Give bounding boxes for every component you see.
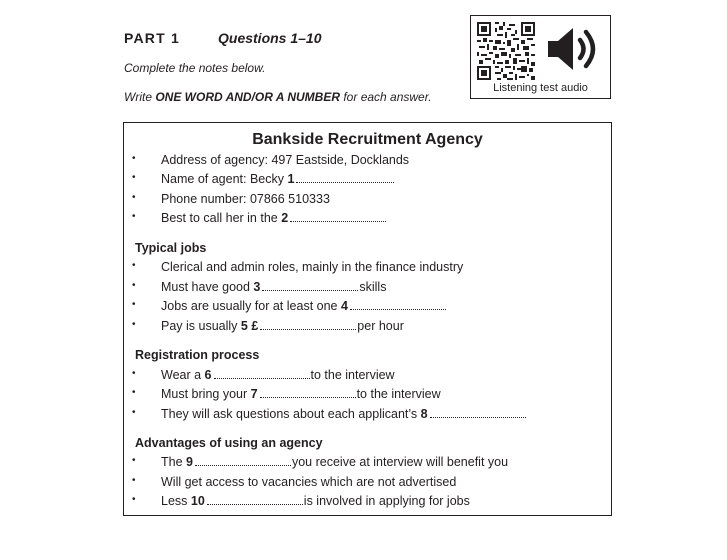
bullet: • — [132, 494, 136, 505]
bullet: • — [132, 387, 136, 398]
audio-caption: Listening test audio — [493, 82, 588, 94]
instruction-bold: ONE WORD AND/OR A NUMBER — [155, 90, 341, 104]
item-text-after: to the interview — [310, 368, 395, 382]
notes-box — [123, 122, 612, 516]
item-text: Address of agency: 497 Eastside, Docklands — [161, 153, 410, 167]
item-text: Pay is usually — [161, 319, 241, 333]
answer-blank-9[interactable] — [195, 456, 291, 466]
question-number: 9 — [186, 455, 193, 469]
bullet: • — [132, 280, 136, 291]
question-number: 1 — [287, 172, 295, 186]
instruction-prefix: Write — [124, 90, 156, 104]
question-number: 6 — [204, 368, 212, 382]
bullet: • — [132, 153, 136, 164]
section-title-registration: Registration process — [135, 348, 260, 362]
bullet: • — [132, 475, 136, 486]
question-number: 2 — [281, 211, 289, 225]
item-text: They will ask questions about each applicant’s — [161, 407, 421, 421]
item-text: Clerical and admin roles, mainly in the finance industry — [161, 260, 464, 274]
answer-blank-2[interactable] — [290, 212, 386, 222]
item-text: Jobs are usually for at least one — [161, 299, 341, 313]
bullet: • — [132, 319, 136, 330]
instruction-suffix: for each answer. — [340, 90, 432, 104]
section-title-typical-jobs: Typical jobs — [135, 241, 207, 255]
question-number: 7 — [250, 387, 258, 401]
bullet: • — [132, 260, 136, 271]
answer-blank-10[interactable] — [207, 495, 303, 505]
answer-blank-3[interactable] — [262, 281, 358, 291]
item-text: Must bring your — [161, 387, 251, 401]
question-number: 8 — [420, 407, 428, 421]
item-text: The — [161, 455, 187, 469]
bullet: • — [132, 192, 136, 203]
question-number: 5 £ — [240, 319, 259, 333]
instruction-word-limit — [124, 90, 432, 104]
answer-blank-6[interactable] — [214, 369, 310, 379]
instruction-complete-notes: Complete the notes below. — [124, 61, 266, 75]
question-number: 10 — [190, 494, 205, 508]
item-text-after: is involved in applying for jobs — [303, 494, 470, 508]
audio-box[interactable] — [470, 15, 611, 99]
section-title-advantages: Advantages of using an agency — [135, 436, 323, 450]
question-number: 4 — [340, 299, 348, 313]
bullet: • — [132, 211, 136, 222]
item-text: Less — [161, 494, 191, 508]
bullet: • — [132, 407, 136, 418]
speaker-icon[interactable] — [545, 24, 601, 74]
notes-title: Bankside Recruitment Agency — [252, 131, 483, 148]
item-text: Phone number: 07866 510333 — [161, 192, 330, 206]
item-text-after: skills — [359, 280, 387, 294]
item-text: Best to call her in the — [161, 211, 282, 225]
item-text: Wear a — [161, 368, 205, 382]
answer-blank-7[interactable] — [260, 388, 356, 398]
item-text: Must have good — [161, 280, 254, 294]
item-text-after: per hour — [357, 319, 404, 333]
answer-blank-5[interactable] — [260, 320, 356, 330]
part-heading: PART 1 — [124, 30, 180, 46]
item-text-after: you receive at interview will benefit you — [291, 455, 509, 469]
bullet: • — [132, 299, 136, 310]
answer-blank-8[interactable] — [430, 408, 526, 418]
item-text-after: to the interview — [356, 387, 441, 401]
answer-blank-1[interactable] — [296, 173, 394, 183]
qr-code-icon[interactable] — [477, 22, 535, 80]
bullet: • — [132, 172, 136, 183]
bullet: • — [132, 455, 136, 466]
question-number: 3 — [253, 280, 261, 294]
item-text: Name of agent: Becky — [161, 172, 288, 186]
answer-blank-4[interactable] — [350, 300, 446, 310]
bullet: • — [132, 368, 136, 379]
item-text: Will get access to vacancies which are not advertised — [161, 475, 457, 489]
questions-range: Questions 1–10 — [218, 30, 322, 46]
